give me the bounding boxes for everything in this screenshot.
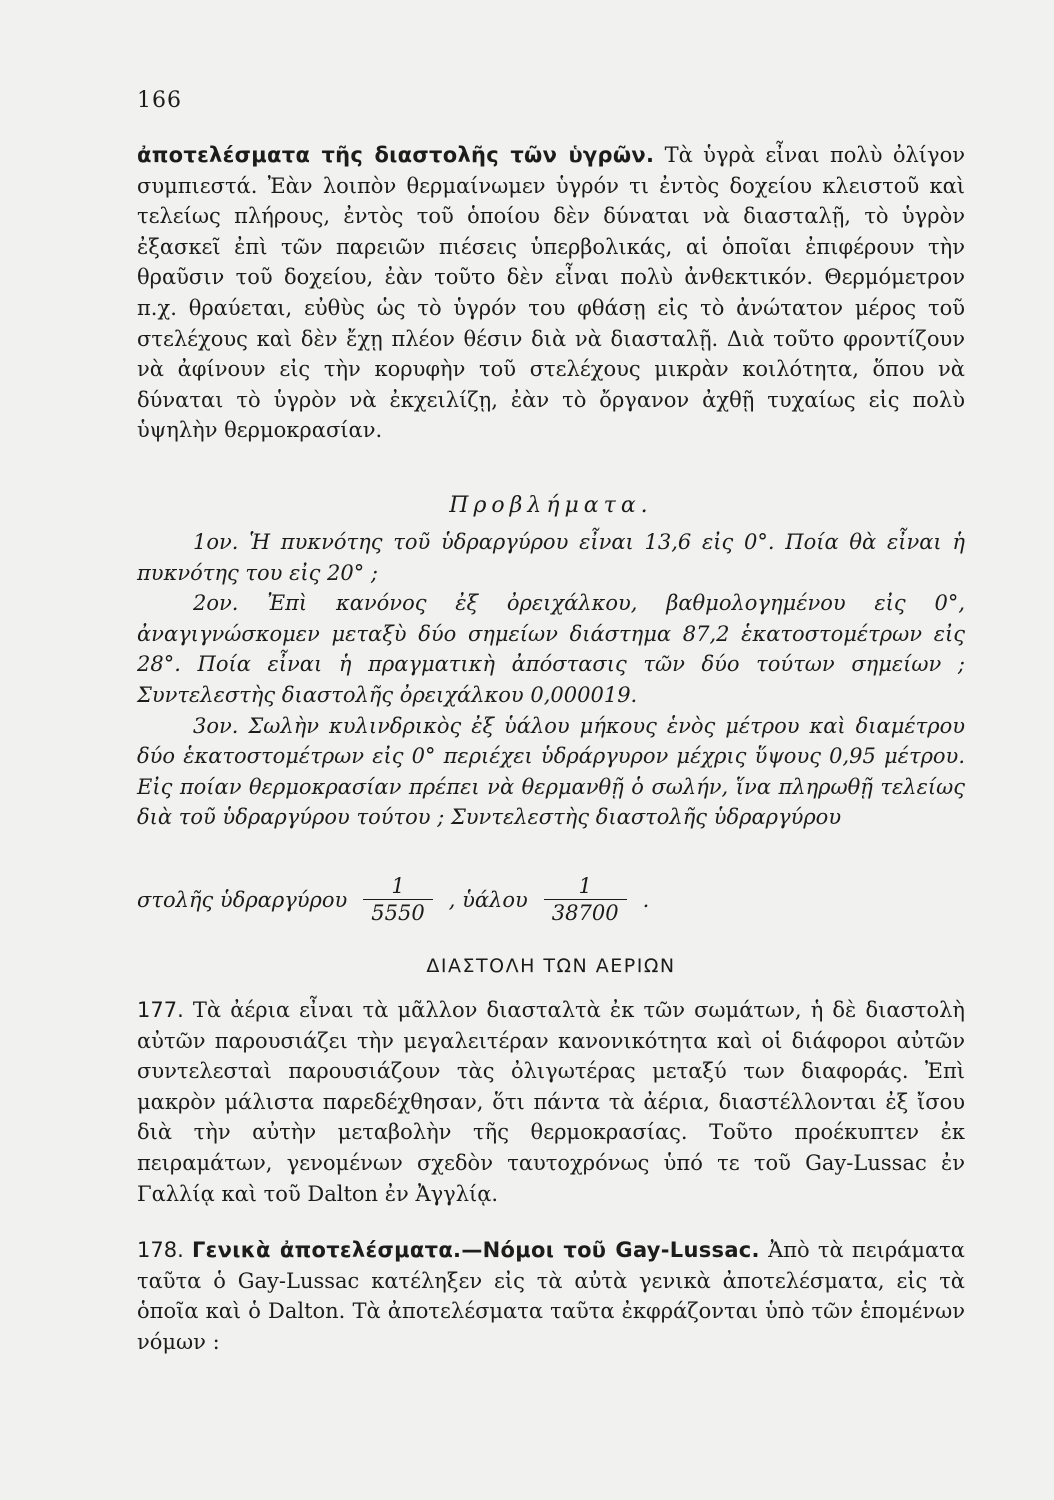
fraction-denominator: 5550	[363, 899, 432, 926]
problem-3: 3ον. Σωλὴν κυλινδρικὸς ἐξ ὑάλου μήκους ἑνὸς μέτρου καὶ διαμέτρου δύο ἑκατοστομέτρων εἰς 0° περιέχει ὑδράργυρον μέχρις ὕψους 0,95 μέτρου. Εἰς ποίαν θερμοκρασίαν πρέπει νὰ θερμανθῇ ὁ σωλήν, ἵνα πληρωθῇ τελείως διὰ τοῦ ὑδραργύρου τούτου ; Συντελεστὴς διαστολῆς ὑδραργύρου	[137, 713, 965, 830]
paragraph-liquid-expansion	[137, 140, 965, 446]
problem-2: 2ον. Ἐπὶ κανόνος ἐξ ὀρειχάλκου, βαθμολογημένου εἰς 0°, ἀναγιγνώσκομεν μεταξὺ δύο σημείων διάστημα 87,2 ἑκατοστομέτρων εἰς 28°. Ποία εἶναι ἡ πραγματικὴ ἀπόστασις τῶν δύο τούτων σημείων ; Συντελεστὴς διαστολῆς ὀρειχάλκου 0,000019.	[137, 591, 965, 707]
problem-1: 1ον. Ἡ πυκνότης τοῦ ὑδραργύρου εἶναι 13,6 εἰς 0°. Ποία θὰ εἶναι ἡ πυκνότης του εἰς 20° ;	[137, 530, 965, 585]
section-number: 178.	[137, 1238, 184, 1262]
paragraph-heading: ἀποτελέσματα τῆς διαστολῆς τῶν ὑγρῶν.	[137, 143, 655, 167]
section-body: Ἀπὸ τὰ πειράματα ταῦτα ὁ Gay-Lussac κατέληξεν εἰς τὰ αὐτὰ γενικὰ ἀποτελέσματα, εἰς τὰ ὁποῖα καὶ ὁ Dalton. Τὰ ἀποτελέσματα ταῦτα ἐκφράζονται ὑπὸ τῶν ἑπομένων νόμων :	[137, 1238, 965, 1354]
section-heading: ΔΙΑΣΤΟΛΗ ΤΩΝ ΑΕΡΙΩΝ	[426, 955, 676, 977]
fraction-numerator: 1	[578, 874, 592, 898]
fraction-glass	[544, 873, 627, 926]
page-number: 166	[137, 88, 182, 113]
problems-title: Προβλήματα.	[449, 493, 653, 518]
fraction-denominator: 38700	[544, 899, 627, 926]
expansion-coefficients-formula	[137, 873, 649, 926]
paragraph-body: Τὰ ὑγρὰ εἶναι πολὺ ὀλίγον συμπιεστά. Ἐὰν λοιπὸν θερμαίνωμεν ὑγρόν τι ἐντὸς δοχείου κλειστοῦ καὶ τελείως πλήρους, ἐντὸς τοῦ ὁποίου δὲν δύναται νὰ διασταλῇ, τὸ ὑγρὸν ἐξασκεῖ ἐπὶ τῶν παρειῶν πιέσεις ὑπερβολικάς, αἱ ὁποῖαι ἐπιφέρουν τὴν θραῦσιν τοῦ δοχείου, ἐὰν τοῦτο δὲν εἶναι πολὺ ἀνθεκτικόν. Θερμόμετρον π.χ. θραύεται, εὐθὺς ὡς τὸ ὑγρόν του φθάσῃ εἰς τὸ ἀνώτατον μέρος τοῦ στελέχους καὶ δὲν ἔχῃ πλέον θέσιν διὰ νὰ διασταλῇ. Διὰ τοῦτο φροντίζουν νὰ ἀφίνουν εἰς τὴν κορυφὴν τοῦ στελέχους μικρὰν κοιλότητα, ὅπου νὰ δύναται τὸ ὑγρὸν νὰ ἐκχειλίζῃ, ἐὰν τὸ ὄργανον ἀχθῇ τυχαίως εἰς πολὺ ὑψηλὴν θερμοκρασίαν.	[137, 143, 965, 443]
fraction-numerator: 1	[391, 874, 405, 898]
section-177	[137, 995, 965, 1209]
section-number: 177.	[137, 998, 184, 1022]
problems-list	[137, 527, 965, 833]
section-heading-178: Γενικὰ ἀποτελέσματα.—Νόμοι τοῦ Gay-Lussac.	[192, 1238, 760, 1262]
section-body: Τὰ ἀέρια εἶναι τὰ μᾶλλον διασταλτὰ ἐκ τῶν σωμάτων, ἡ δὲ διαστολὴ αὐτῶν παρουσιάζει τὴν μεγαλειτέραν κανονικότητα καὶ οἱ διάφοροι αὐτῶν συντελεσταὶ παρουσιάζουν τὰς ὀλιγωτέρας μεταξύ των διαφοράς. Ἐπὶ μακρὸν μάλιστα παρεδέχθησαν, ὅτι πάντα τὰ ἀέρια, διαστέλλονται ἐξ ἴσου διὰ τὴν αὐτὴν μεταβολὴν τῆς θερμοκρασίας. Τοῦτο προέκυπτεν ἐκ πειραμάτων, γενομένων σχεδὸν ταυτοχρόνως ὑπό τε τοῦ Gay-Lussac ἐν Γαλλίᾳ καὶ τοῦ Dalton ἐν Ἀγγλίᾳ.	[137, 998, 965, 1206]
formula-label-glass: , ὑάλου	[448, 887, 528, 912]
formula-end: .	[642, 887, 650, 912]
fraction-mercury	[363, 873, 432, 926]
formula-label-mercury: στολῆς ὑδραργύρου	[137, 887, 348, 912]
section-178	[137, 1235, 965, 1357]
